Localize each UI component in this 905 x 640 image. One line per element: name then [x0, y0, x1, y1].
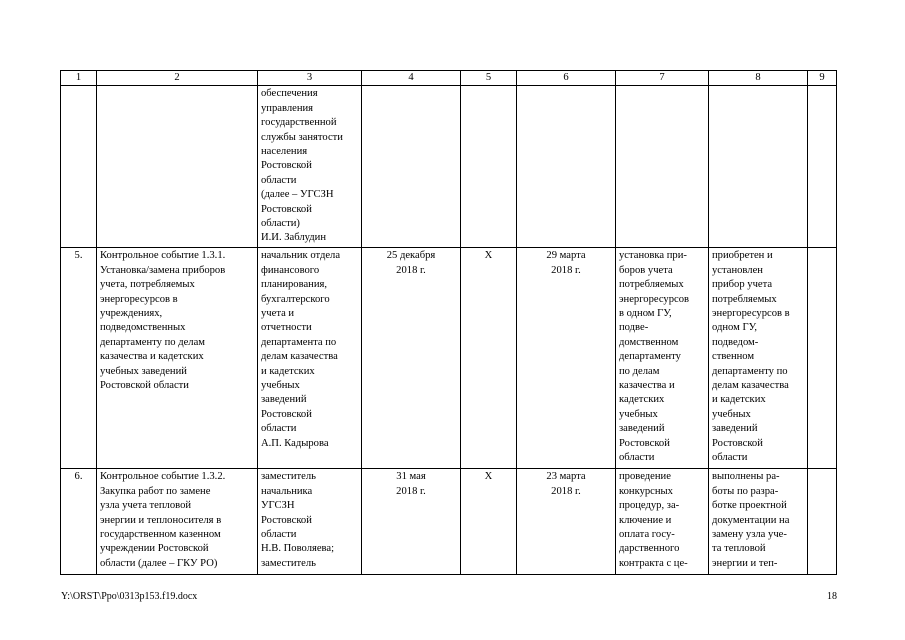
actual-date-cell — [517, 86, 616, 248]
actual-result-cell: выполнены ра- боты по разра- ботке проектной документации на замену узла уче- та тепловой энергии и теп- — [709, 469, 808, 575]
table-header-row — [61, 71, 837, 86]
note-cell — [808, 248, 837, 469]
row-number-cell: 6. — [61, 469, 97, 575]
header-cell-3: 3 — [258, 71, 362, 86]
responsible-cell: заместитель начальника УГСЗН Ростовской области Н.В. Поволяева; заместитель — [258, 469, 362, 575]
header-cell-4: 4 — [362, 71, 461, 86]
table-row — [61, 86, 837, 248]
mark-cell — [461, 86, 517, 248]
header-cell-7: 7 — [616, 71, 709, 86]
planned-date-cell: 25 декабря 2018 г. — [362, 248, 461, 469]
header-cell-2: 2 — [97, 71, 258, 86]
header-cell-1: 1 — [61, 71, 97, 86]
header-cell-5: 5 — [461, 71, 517, 86]
header-cell-8: 8 — [709, 71, 808, 86]
expected-result-cell: проведение конкурсных процедур, за- ключение и оплата госу- дарственного контракта с це- — [616, 469, 709, 575]
table-row — [61, 248, 837, 469]
expected-result-cell — [616, 86, 709, 248]
mark-cell: Х — [461, 469, 517, 575]
table-row — [61, 469, 837, 575]
responsible-cell: начальник отдела финансового планирования, бухгалтерского учета и отчетности департамента по делам казачества и кадетских учебных заведений Ростовской области А.П. Кадырова — [258, 248, 362, 469]
responsible-cell: обеспечения управления государственной службы занятости населения Ростовской области (далее – УГСЗН Ростовской области) И.И. Заблудин — [258, 86, 362, 248]
row-number-cell — [61, 86, 97, 248]
row-number-cell: 5. — [61, 248, 97, 469]
actual-result-cell — [709, 86, 808, 248]
header-cell-9: 9 — [808, 71, 837, 86]
document-table — [60, 70, 837, 575]
actual-date-cell: 29 марта 2018 г. — [517, 248, 616, 469]
header-cell-6: 6 — [517, 71, 616, 86]
event-cell — [97, 86, 258, 248]
actual-result-cell: приобретен и установлен прибор учета потребляемых энергоресурсов в одном ГУ, подведом- ственном департаменту по делам казачества и кадетских учебных заведений Ростовской области — [709, 248, 808, 469]
event-cell: Контрольное событие 1.3.1. Установка/замена приборов учета, потребляемых энергоресурсов в учреждениях, подведомственных департаменту по делам казачества и кадетских учебных заведений Ростовской области — [97, 248, 258, 469]
note-cell — [808, 86, 837, 248]
footer-file-path: Y:\ORST\Ppo\0313p153.f19.docx — [61, 591, 198, 602]
expected-result-cell: установка при- боров учета потребляемых энергоресурсов в одном ГУ, подве- домственном департаменту по делам казачества и кадетских учебных заведений Ростовской области — [616, 248, 709, 469]
mark-cell: Х — [461, 248, 517, 469]
planned-date-cell: 31 мая 2018 г. — [362, 469, 461, 575]
actual-date-cell: 23 марта 2018 г. — [517, 469, 616, 575]
footer-page-number: 18 — [827, 591, 837, 602]
planned-date-cell — [362, 86, 461, 248]
note-cell — [808, 469, 837, 575]
event-cell: Контрольное событие 1.3.2. Закупка работ по замене узла учета тепловой энергии и теплоносителя в государственном казенном учреждении Ростовской области (далее – ГКУ РО) — [97, 469, 258, 575]
